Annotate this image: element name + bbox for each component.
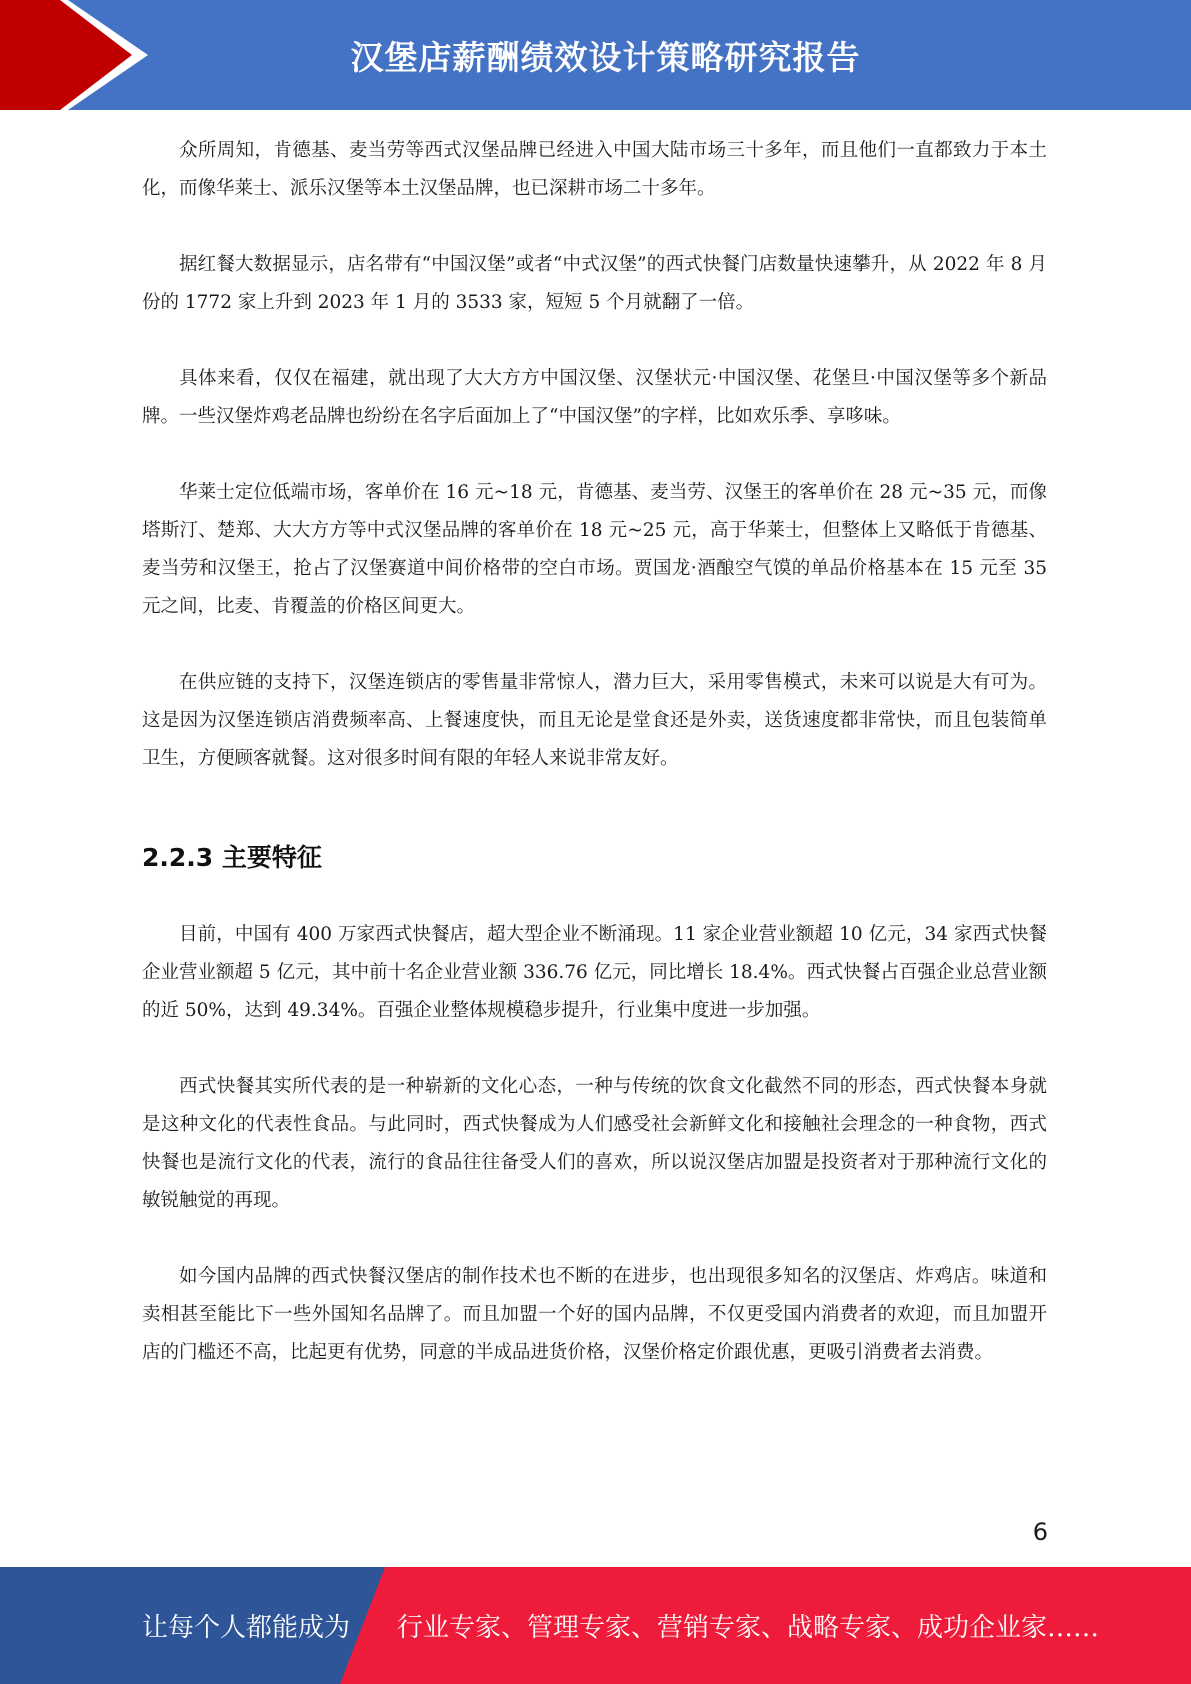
paragraph: 如今国内品牌的西式快餐汉堡店的制作技术也不断的在进步，也出现很多知名的汉堡店、炸鸡店。味道和卖相甚至能比下一些外国知名品牌了。而且加盟一个好的国内品牌，不仅更受国内消费者的欢迎，而且加盟开店的门槛还不高，比起更有优势，同意的半成品进货价格，汉堡价格定价跟优惠，更吸引消费者去消费。 — [142, 1266, 1047, 1363]
paragraph: 华莱士定位低端市场，客单价在 16 元~18 元，肯德基、麦当劳、汉堡王的客单价在 28 元~35 元，而像塔斯汀、楚郑、大大方方等中式汉堡品牌的客单价在 18 元~25 元，高于华莱士，但整体上又略低于肯德基、麦当劳和汉堡王，抢占了汉堡赛道中间价格带的空白市场。贾国龙·酒酿空气馍的单品价格基本在 15 元至 35 元之间，比麦、肯覆盖的价格区间更大。 — [142, 482, 1047, 617]
section-heading: 2.2.3 主要特征 — [142, 843, 322, 872]
paragraph: 据红餐大数据显示，店名带有“中国汉堡”或者“中式汉堡”的西式快餐门店数量快速攀升，从 2022 年 8 月份的 1772 家上升到 2023 年 1 月的 3533 家，短短 5 个月就翻了一倍。 — [142, 254, 1047, 313]
footer-slogan-right: 行业专家、管理专家、营销专家、战略专家、成功企业家…… — [397, 1613, 1100, 1643]
paragraph: 具体来看，仅仅在福建，就出现了大大方方中国汉堡、汉堡状元·中国汉堡、花堡旦·中国汉堡等多个新品牌。一些汉堡炸鸡老品牌也纷纷在名字后面加上了“中国汉堡”的字样，比如欢乐季、享哆味。 — [142, 368, 1047, 427]
report-title: 汉堡店薪酬绩效设计策略研究报告 — [350, 37, 861, 77]
footer-slogan-left: 让每个人都能成为 — [142, 1613, 351, 1643]
page-number: 6 — [1032, 1518, 1048, 1546]
footer-banner — [0, 1567, 1191, 1684]
header-banner — [0, 0, 1191, 110]
paragraph: 目前，中国有 400 万家西式快餐店，超大型企业不断涌现。11 家企业营业额超 10 亿元，34 家西式快餐企业营业额超 5 亿元，其中前十名企业营业额 336.76 亿元，同比增长 18.4%。西式快餐占百强企业总营业额的近 50%，达到 49.34%。百强企业整体规模稳步提升，行业集中度进一步加强。 — [142, 924, 1047, 1021]
document-body — [142, 132, 1047, 1372]
paragraph: 西式快餐其实所代表的是一种崭新的文化心态，一种与传统的饮食文化截然不同的形态，西式快餐本身就是这种文化的代表性食品。与此同时，西式快餐成为人们感受社会新鲜文化和接触社会理念的一种食物，西式快餐也是流行文化的代表，流行的食品往往备受人们的喜欢，所以说汉堡店加盟是投资者对于那种流行文化的敏锐触觉的再现。 — [142, 1076, 1047, 1211]
paragraph: 众所周知，肯德基、麦当劳等西式汉堡品牌已经进入中国大陆市场三十多年，而且他们一直都致力于本土化，而像华莱士、派乐汉堡等本土汉堡品牌，也已深耕市场二十多年。 — [142, 140, 1047, 199]
paragraph: 在供应链的支持下，汉堡连锁店的零售量非常惊人，潜力巨大，采用零售模式，未来可以说是大有可为。这是因为汉堡连锁店消费频率高、上餐速度快，而且无论是堂食还是外卖，送货速度都非常快，而且包装简单卫生，方便顾客就餐。这对很多时间有限的年轻人来说非常友好。 — [142, 672, 1047, 769]
